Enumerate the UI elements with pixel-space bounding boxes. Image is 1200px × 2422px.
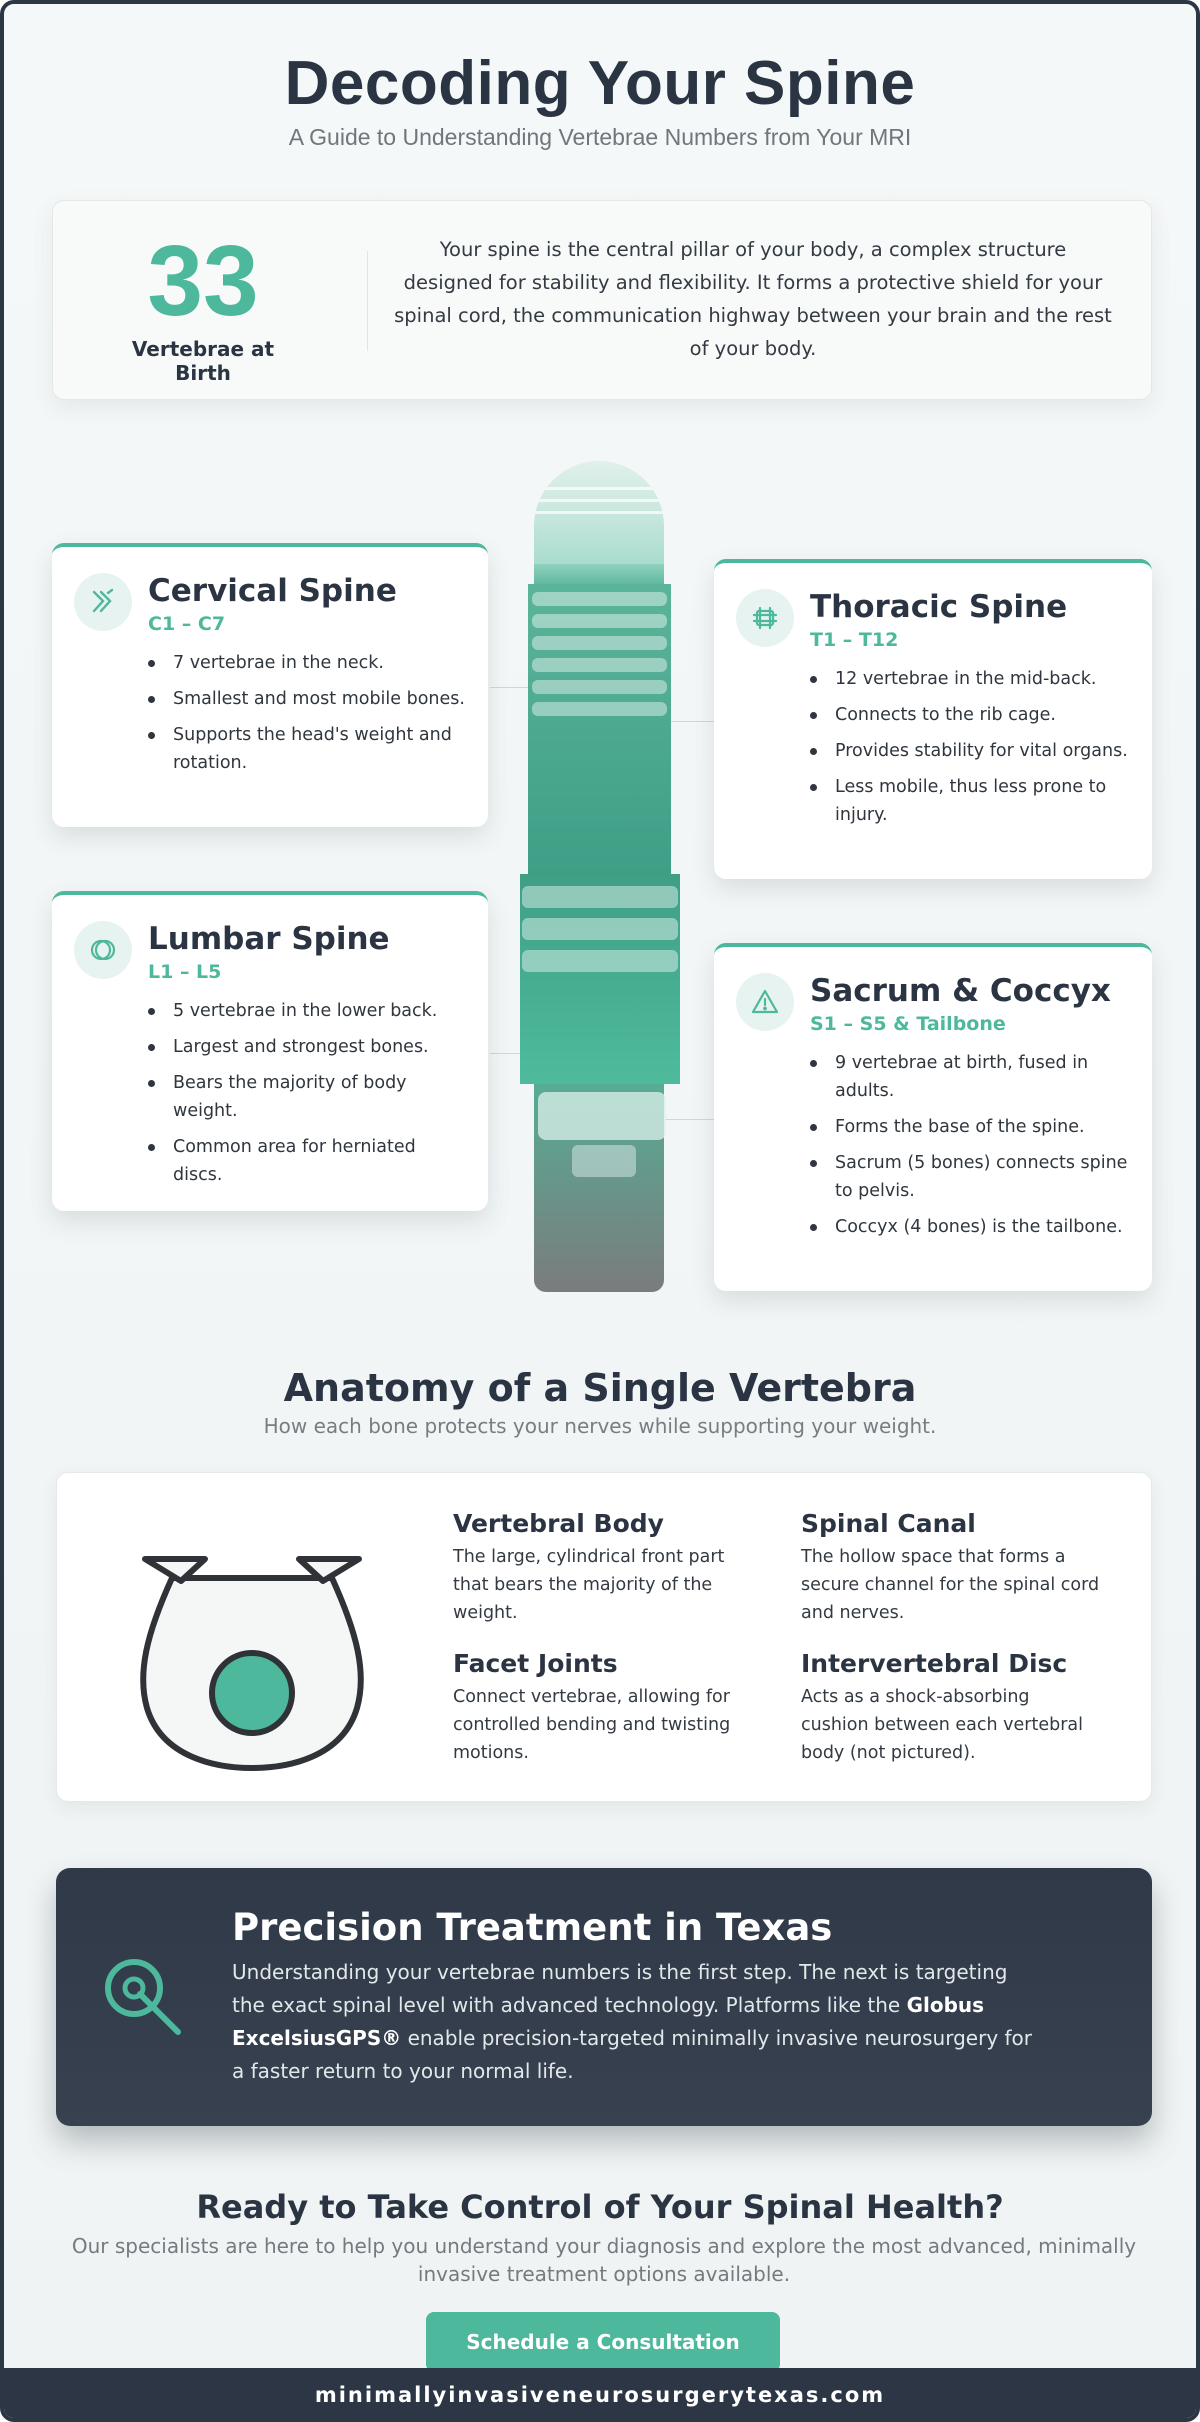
intervertebral-disc-desc: Acts as a shock-absorbing cushion between each vertebral body (not pictured). — [801, 1687, 1083, 1763]
list-item: Largest and strongest bones. — [148, 1033, 468, 1061]
intervertebral-disc-title: Intervertebral Disc — [801, 1649, 1068, 1678]
list-item: Common area for herniated discs. — [148, 1133, 468, 1189]
vertebrae-count: 33 — [147, 225, 259, 337]
list-item: Sacrum (5 bones) connects spine to pelvis. — [810, 1149, 1130, 1205]
sacrum-list — [810, 1049, 1130, 1249]
list-item: Provides stability for vital organs. — [810, 737, 1130, 765]
vertebral-body-desc: The large, cylindrical front part that bears the majority of the weight. — [453, 1547, 725, 1623]
list-item: Less mobile, thus less prone to injury. — [810, 773, 1130, 829]
treatment-text-part: enable precision-targeted minimally invasive neurosurgery for a faster return to your normal life. — [232, 2026, 1033, 2083]
vertebra-illustration — [127, 1513, 377, 1773]
vertebral-body-title: Vertebral Body — [453, 1509, 664, 1538]
thoracic-list — [810, 665, 1130, 837]
lumbar-list — [148, 997, 468, 1197]
spine-top-cap — [534, 461, 664, 566]
schedule-consultation-button[interactable]: Schedule a Consultation — [426, 2312, 780, 2372]
thoracic-range: T1 – T12 — [810, 629, 899, 651]
treatment-title: Precision Treatment in Texas — [232, 1906, 833, 1949]
list-item: 5 vertebrae in the lower back. — [148, 997, 468, 1025]
list-item: Supports the head's weight and rotation. — [148, 721, 468, 777]
thoracic-card — [714, 559, 1152, 879]
connector-sacrum — [666, 1119, 714, 1120]
sacrum-card — [714, 943, 1152, 1291]
cervical-list — [148, 649, 468, 785]
spinal-canal-desc: The hollow space that forms a secure channel for the spinal cord and nerves. — [801, 1547, 1100, 1623]
ribcage-icon — [736, 589, 794, 647]
treatment-text-product: Globus ExcelsiusGPS® — [232, 1993, 985, 2050]
lumbar-title: Lumbar Spine — [148, 921, 390, 957]
search-magnifier-icon — [100, 1954, 186, 2040]
spinal-canal-title: Spinal Canal — [801, 1509, 976, 1538]
intro-text: Your spine is the central pillar of your body, a complex structure designed for stability and flexibility. It forms a protective shield for your spinal cord, the communication highway between your brain and the rest of your body. — [394, 238, 1112, 360]
neck-icon — [74, 573, 132, 631]
sacrum-block — [538, 1092, 666, 1140]
thoracic-title: Thoracic Spine — [810, 589, 1068, 625]
sacrum-range: S1 – S5 & Tailbone — [810, 1013, 1006, 1035]
footer-url[interactable]: minimallyinvasiveneurosurgerytexas.com — [4, 2368, 1196, 2422]
anatomy-subtitle: How each bone protects your nerves while supporting your weight. — [263, 1414, 937, 1438]
connector-thoracic — [671, 721, 714, 722]
warning-triangle-icon — [736, 973, 794, 1031]
cervical-title: Cervical Spine — [148, 573, 397, 609]
list-item: Smallest and most mobile bones. — [148, 685, 468, 713]
page-subtitle: A Guide to Understanding Vertebrae Numbers from Your MRI — [288, 124, 912, 150]
list-item: Bears the majority of body weight. — [148, 1069, 468, 1125]
list-item: Coccyx (4 bones) is the tailbone. — [810, 1213, 1130, 1241]
treatment-text — [232, 1956, 1032, 2088]
cta-title: Ready to Take Control of Your Spinal Health? — [196, 2188, 1004, 2226]
intro-divider — [367, 251, 368, 351]
anatomy-title: Anatomy of a Single Vertebra — [283, 1366, 917, 1410]
intro-card — [52, 200, 1152, 400]
coccyx-block — [572, 1145, 636, 1177]
page-title: Decoding Your Spine — [284, 49, 916, 118]
list-item: 9 vertebrae at birth, fused in adults. — [810, 1049, 1130, 1105]
connector-lumbar — [490, 1053, 520, 1054]
list-item: Forms the base of the spine. — [810, 1113, 1130, 1141]
connector-cervical — [490, 687, 528, 688]
list-item: Connects to the rib cage. — [810, 701, 1130, 729]
spine-lumbar-segment — [520, 874, 680, 1084]
facet-joints-desc: Connect vertebrae, allowing for controlled bending and twisting motions. — [453, 1687, 731, 1763]
list-item: 7 vertebrae in the neck. — [148, 649, 468, 677]
spine-thoracic-segment — [528, 584, 671, 874]
list-item: 12 vertebrae in the mid-back. — [810, 665, 1130, 693]
cervical-range: C1 – C7 — [148, 613, 226, 635]
vertebrae-count-label: Vertebrae at Birth — [131, 337, 275, 385]
facet-joints-title: Facet Joints — [453, 1649, 618, 1678]
cta-text: Our specialists are here to help you understand your diagnosis and explore the most advanced, minimally invasive treatment options available. — [71, 2234, 1137, 2286]
anatomy-card — [56, 1472, 1152, 1802]
sacrum-title: Sacrum & Coccyx — [810, 973, 1111, 1009]
rings-icon — [74, 921, 132, 979]
cervical-card — [52, 543, 488, 827]
spine-upper-segment — [534, 564, 664, 584]
treatment-card — [56, 1868, 1152, 2126]
lumbar-range: L1 – L5 — [148, 961, 222, 983]
treatment-text-part: Understanding your vertebrae numbers is the first step. The next is targeting the exact spinal level with advanced technology. Platforms like the — [232, 1960, 1008, 2017]
lumbar-card — [52, 891, 488, 1211]
